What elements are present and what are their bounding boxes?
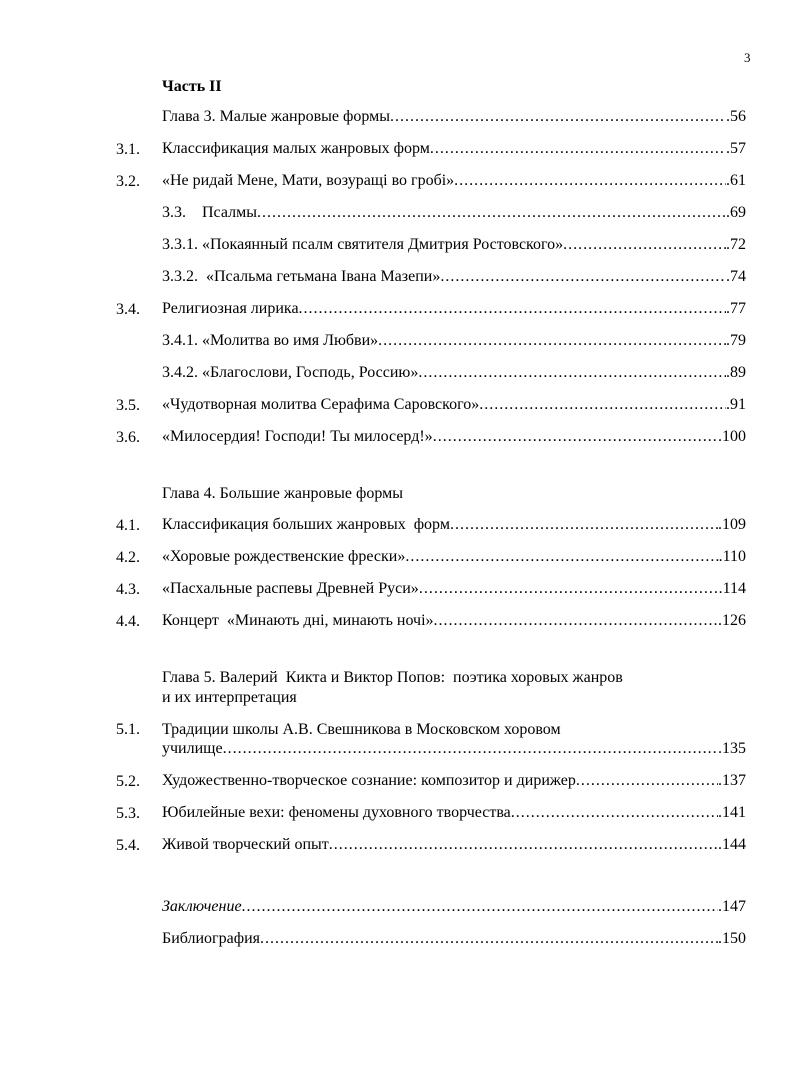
toc-title: «Чудотворная молитва Серафима Саровского»: [162, 396, 480, 413]
toc-number: 3.2.: [116, 173, 140, 190]
toc-leader: [242, 898, 718, 916]
toc-page: .56: [726, 108, 746, 125]
toc-page: .61: [726, 172, 746, 189]
toc-leader: [430, 140, 726, 158]
toc-entry-continuation: [162, 740, 746, 758]
toc-chapter3-heading: [162, 108, 746, 126]
toc-chapter5-heading-line1: Глава 5. Валерий Кикта и Виктор Попов: поэтика хоровых жанров: [162, 669, 623, 686]
toc-title: Живой творческий опыт: [162, 836, 329, 853]
toc-page: .77: [726, 300, 746, 317]
toc-leader: [511, 804, 718, 822]
toc-number: 5.4.: [116, 837, 140, 854]
toc-leader: [450, 516, 718, 534]
toc-title: Классификация больших жанровых форм: [162, 516, 450, 533]
toc-chapter5-heading-line2: и их интерпретация: [162, 689, 297, 706]
toc-leader: [378, 332, 726, 350]
toc-leader: [405, 548, 718, 566]
toc-entry: [162, 236, 746, 254]
toc-page: .114: [718, 580, 746, 597]
toc-page: .79: [726, 332, 746, 349]
toc-leader: [479, 396, 726, 414]
toc-entry: [162, 612, 746, 630]
toc-number: 3.1.: [116, 141, 140, 158]
toc-page: .147: [718, 898, 746, 915]
toc-title: училище: [162, 740, 223, 757]
toc-title: Концерт «Минають дні, минають ночі»: [162, 612, 434, 629]
toc-title: Религиозная лирика: [162, 300, 299, 317]
toc-leader: [440, 268, 726, 286]
toc-leader: [257, 204, 726, 222]
toc-number: 5.3.: [116, 805, 140, 822]
toc-title: 3.3. Псалмы: [162, 204, 257, 221]
toc-title: «Не ридай Мене, Мати, возуращі во гробі»: [162, 172, 455, 189]
toc-leader: [329, 836, 718, 854]
toc-entry: [162, 396, 746, 414]
toc-number: 4.2.: [116, 549, 140, 566]
toc-title: 3.4.1. «Молитва во имя Любви»: [162, 332, 379, 349]
toc-entry: [162, 172, 746, 190]
toc-entry: [162, 804, 746, 822]
toc-leader: [434, 612, 718, 630]
toc-page: .91: [726, 396, 746, 413]
toc-number: 3.5.: [116, 397, 140, 414]
toc-number: 5.1.: [116, 721, 140, 738]
toc-entry: [162, 300, 746, 318]
part-title: Часть II: [162, 78, 222, 95]
toc-entry: [162, 772, 746, 790]
toc-page: .110: [718, 548, 746, 565]
toc-entry: [162, 204, 746, 222]
toc-entry: [162, 364, 746, 382]
toc-title: Библиография: [162, 930, 260, 947]
toc-page: .126: [718, 612, 746, 629]
toc-entry: [162, 548, 746, 566]
toc-leader: [419, 580, 719, 598]
toc-leader: [299, 300, 726, 318]
toc-entry: [162, 268, 746, 286]
toc-entry: [162, 836, 746, 854]
toc-title: Классификация малых жанровых форм: [162, 140, 430, 157]
toc-page: .57: [726, 140, 746, 157]
toc-page: .100: [718, 428, 746, 445]
toc-page: .109: [718, 516, 746, 533]
toc-title: Юбилейные вехи: феномены духовного творчества: [162, 804, 511, 821]
toc-page: .89: [726, 364, 746, 381]
toc-number: 4.1.: [116, 517, 140, 534]
toc-page: .135: [718, 740, 746, 757]
toc-leader: [223, 740, 718, 758]
toc-entry: [162, 332, 746, 350]
toc-title: 3.3.2. «Псальма гетьмана Івана Мазепи»: [162, 268, 441, 285]
toc-title: «Пасхальные распевы Древней Руси»: [162, 580, 419, 597]
toc-title: Художественно-творческое сознание: композитор и дирижер: [162, 772, 576, 789]
toc-bibliography: [162, 930, 746, 948]
toc-entry: [162, 428, 746, 446]
toc-title-line1: Традиции школы А.В. Свешникова в Московском хоровом: [162, 721, 561, 738]
toc-page: .74: [726, 268, 746, 285]
toc-number: 3.4.: [116, 301, 140, 318]
toc-title: «Хоровые рождественские фрески»: [162, 548, 406, 565]
toc-page: .137: [718, 772, 746, 789]
toc-page: .141: [718, 804, 746, 821]
toc-page: .69: [726, 204, 746, 221]
toc-leader: [390, 108, 726, 126]
toc-entry: [162, 140, 746, 158]
toc-leader: [418, 364, 726, 382]
toc-entry: [162, 516, 746, 534]
toc-page: .150: [718, 930, 746, 947]
toc-title: Глава 3. Малые жанровые формы: [162, 108, 391, 125]
toc-conclusion: [162, 898, 746, 916]
toc-leader: [260, 930, 718, 948]
toc-number: 3.6.: [116, 429, 140, 446]
toc-number: 5.2.: [116, 773, 140, 790]
toc-entry: [162, 580, 746, 598]
toc-title: «Милосердия! Господи! Ты милосерд!»: [162, 428, 433, 445]
toc-page: .144: [718, 836, 746, 853]
toc-leader: [576, 772, 718, 790]
toc-number: 4.3.: [116, 581, 140, 598]
toc-leader: [563, 236, 726, 254]
toc-leader: [433, 428, 718, 446]
toc-page: .72: [726, 236, 746, 253]
toc-title: 3.3.1. «Покаянный псалм святителя Дмитрия Ростовского»: [162, 236, 564, 253]
toc-title: 3.4.2. «Благослови, Господь, Россию»: [162, 364, 419, 381]
page-number: 3: [744, 50, 751, 65]
toc-leader: [454, 172, 726, 190]
toc-chapter4-heading: Глава 4. Большие жанровые формы: [162, 485, 403, 502]
toc-number: 4.4.: [116, 613, 140, 630]
toc-title: Заключение: [162, 898, 242, 915]
